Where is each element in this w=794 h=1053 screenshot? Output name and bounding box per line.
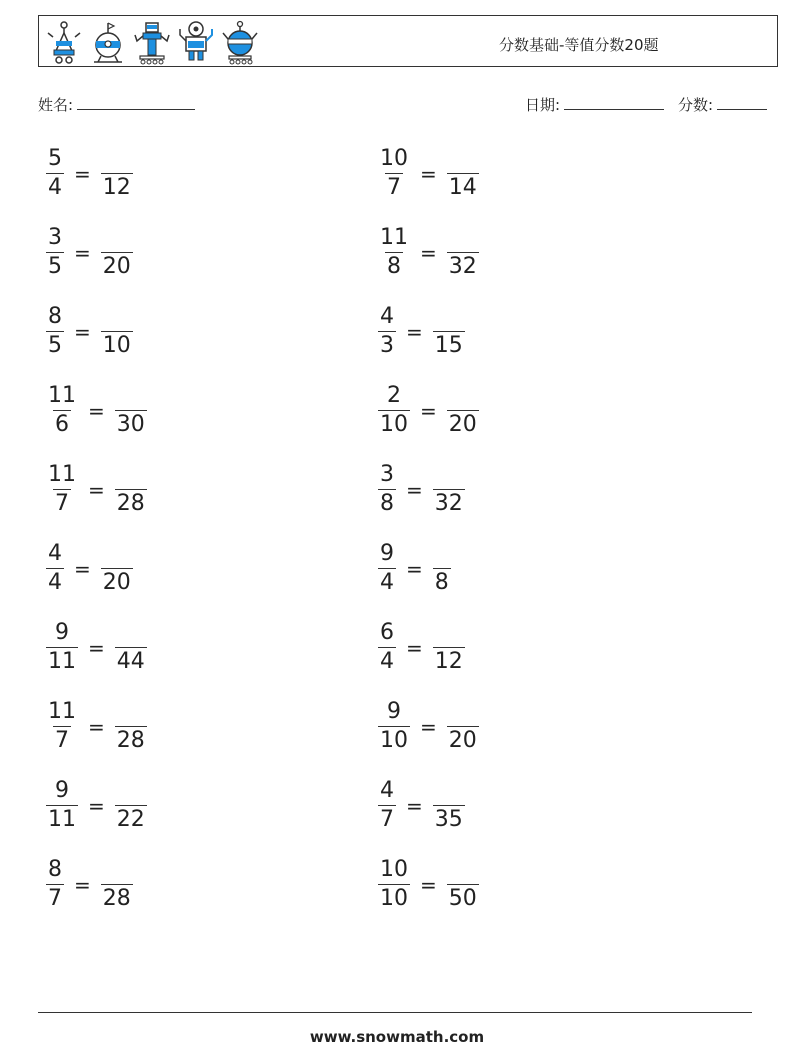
answer-fraction [447,856,479,913]
problem-item [378,540,451,597]
equals-sign: = [406,556,423,581]
answer-fraction [101,540,133,597]
given-fraction [378,777,396,834]
answer-fraction [433,619,465,676]
answer-denominator: 12 [102,175,131,200]
numerator: 2 [387,383,401,408]
answer-fraction [115,698,147,755]
equals-sign: = [406,477,423,502]
problem-item [378,145,479,202]
equals-sign: = [74,240,91,265]
answer-denominator: 14 [448,175,477,200]
equals-sign: = [74,319,91,344]
given-fraction [46,382,78,439]
problem-item [46,856,133,913]
denominator: 5 [48,254,62,279]
problem-item [378,698,479,755]
problem-item [46,382,147,439]
answer-fraction [447,698,479,755]
numerator: 3 [48,225,62,250]
problem-item [46,698,147,755]
problem-item [46,540,133,597]
answer-fraction [433,303,465,360]
problem-item [46,145,133,202]
robot-icon-4 [177,19,215,65]
answer-denominator: 20 [102,570,131,595]
problem-item [46,303,133,360]
given-fraction [46,698,78,755]
given-fraction [378,540,396,597]
robot-icon-3 [133,19,171,65]
given-fraction [378,145,410,202]
numerator: 9 [380,541,394,566]
given-fraction [46,224,64,281]
numerator: 11 [380,225,408,250]
robot-strip [45,19,259,65]
score-blank[interactable] [717,93,767,110]
answer-fraction [101,224,133,281]
answer-fraction [433,461,465,518]
problem-item [378,619,465,676]
robot-icon-2 [89,19,127,65]
denominator: 10 [380,412,408,437]
numerator: 6 [380,620,394,645]
given-fraction [46,777,78,834]
robot-icon-1 [45,19,83,65]
robot-icon-5 [221,19,259,65]
equals-sign: = [420,398,437,423]
equals-sign: = [406,793,423,818]
given-fraction [378,224,410,281]
answer-denominator: 22 [116,807,145,832]
equals-sign: = [420,714,437,739]
numerator: 4 [380,778,394,803]
problem-item [46,619,147,676]
given-fraction [46,619,78,676]
problem-item [378,382,479,439]
date-field [525,93,664,115]
given-fraction [46,303,64,360]
denominator: 4 [48,175,62,200]
denominator: 11 [48,807,76,832]
equals-sign: = [74,161,91,186]
denominator: 10 [380,728,408,753]
name-blank[interactable] [77,93,195,110]
denominator: 6 [55,412,69,437]
problem-item [378,303,465,360]
answer-fraction [447,382,479,439]
equals-sign: = [88,714,105,739]
numerator: 11 [48,699,76,724]
answer-fraction [115,382,147,439]
equals-sign: = [406,319,423,344]
denominator: 11 [48,649,76,674]
numerator: 9 [55,778,69,803]
denominator: 8 [387,254,401,279]
numerator: 11 [48,462,76,487]
numerator: 4 [380,304,394,329]
equals-sign: = [406,635,423,660]
numerator: 3 [380,462,394,487]
numerator: 10 [380,146,408,171]
given-fraction [378,698,410,755]
denominator: 8 [380,491,394,516]
denominator: 7 [55,491,69,516]
denominator: 4 [380,649,394,674]
equals-sign: = [420,872,437,897]
equals-sign: = [88,477,105,502]
answer-fraction [433,540,451,597]
name-field [38,93,195,115]
problem-item [378,224,479,281]
date-label: 日期: [525,96,561,114]
answer-denominator: 32 [448,254,477,279]
footer-divider [38,1012,752,1013]
denominator: 7 [387,175,401,200]
given-fraction [378,382,410,439]
given-fraction [46,145,64,202]
problem-item [46,224,133,281]
answer-fraction [101,303,133,360]
answer-denominator: 32 [434,491,463,516]
numerator: 8 [48,304,62,329]
equals-sign: = [74,872,91,897]
answer-denominator: 30 [116,412,145,437]
answer-denominator: 20 [102,254,131,279]
numerator: 5 [48,146,62,171]
equals-sign: = [74,556,91,581]
numerator: 9 [387,699,401,724]
numerator: 10 [380,857,408,882]
footer-url: www.snowmath.com [309,1028,485,1046]
given-fraction [378,461,396,518]
problem-item [378,777,465,834]
denominator: 10 [380,886,408,911]
answer-denominator: 50 [448,886,477,911]
score-field [678,93,767,115]
problem-item [46,777,147,834]
header-box [38,15,778,67]
denominator: 4 [380,570,394,595]
given-fraction [46,461,78,518]
answer-fraction [433,777,465,834]
answer-denominator: 10 [102,333,131,358]
answer-fraction [101,856,133,913]
answer-fraction [101,145,133,202]
equals-sign: = [420,240,437,265]
answer-denominator: 28 [116,491,145,516]
numerator: 4 [48,541,62,566]
answer-fraction [115,777,147,834]
given-fraction [46,540,64,597]
answer-denominator: 20 [448,412,477,437]
answer-fraction [447,224,479,281]
answer-denominator: 8 [434,570,449,595]
numerator: 8 [48,857,62,882]
answer-denominator: 20 [448,728,477,753]
problem-item [378,461,465,518]
answer-denominator: 15 [434,333,463,358]
equals-sign: = [88,635,105,660]
numerator: 9 [55,620,69,645]
denominator: 7 [48,886,62,911]
date-blank[interactable] [564,93,664,110]
equals-sign: = [88,793,105,818]
worksheet-title: 分数基础-等值分数20题 [499,36,659,54]
answer-denominator: 44 [116,649,145,674]
answer-denominator: 28 [102,886,131,911]
name-label: 姓名: [38,96,74,114]
numerator: 11 [48,383,76,408]
answer-denominator: 35 [434,807,463,832]
given-fraction [378,303,396,360]
answer-denominator: 28 [116,728,145,753]
problem-item [46,461,147,518]
denominator: 7 [380,807,394,832]
denominator: 5 [48,333,62,358]
answer-fraction [447,145,479,202]
equals-sign: = [420,161,437,186]
denominator: 3 [380,333,394,358]
denominator: 7 [55,728,69,753]
given-fraction [378,856,410,913]
denominator: 4 [48,570,62,595]
score-label: 分数: [678,96,714,114]
answer-fraction [115,619,147,676]
answer-fraction [115,461,147,518]
problem-item [378,856,479,913]
given-fraction [378,619,396,676]
equals-sign: = [88,398,105,423]
given-fraction [46,856,64,913]
answer-denominator: 12 [434,649,463,674]
